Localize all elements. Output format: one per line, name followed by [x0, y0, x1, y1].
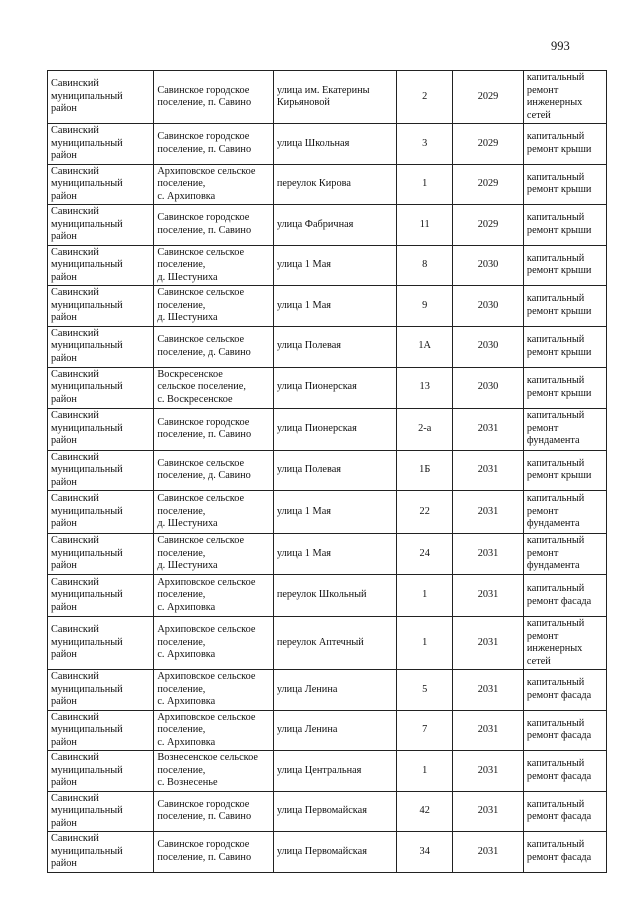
- district-cell-text: Савинский муниципальный район: [51, 125, 123, 161]
- year-cell: [453, 124, 524, 165]
- year-cell-text: 2031: [477, 683, 499, 695]
- repair-schedule-table: [47, 70, 607, 873]
- house-number-cell: [397, 791, 453, 832]
- table-row: [48, 575, 607, 617]
- district-cell-text: Савинский муниципальный район: [51, 493, 123, 530]
- street-cell: [273, 617, 397, 670]
- year-cell: [453, 575, 524, 617]
- district-cell: [48, 124, 154, 165]
- district-cell: [48, 164, 154, 205]
- work-type-cell: [523, 164, 606, 205]
- table-row: [48, 832, 607, 873]
- year-cell-text: 2031: [477, 464, 499, 475]
- street-cell-text: переулок Аптечный: [276, 636, 364, 648]
- year-cell: [453, 326, 524, 367]
- district-cell: [48, 575, 154, 617]
- settlement-cell-text: Савинское сельское поселение, д. Шестуниха: [157, 246, 245, 283]
- work-type-cell: [523, 491, 606, 534]
- district-cell-text: Савинский муниципальный район: [51, 752, 123, 788]
- street-cell-text: улица Первомайская: [276, 805, 367, 816]
- work-type-cell: [523, 124, 606, 165]
- district-cell: [48, 367, 154, 408]
- work-type-cell: [523, 71, 606, 124]
- year-cell-text: 2031: [477, 805, 499, 816]
- settlement-cell-text: Архиповское сельское поселение, с. Архиповка: [157, 671, 256, 707]
- work-type-cell-text: капитальный ремонт крыши: [526, 375, 592, 399]
- settlement-cell-text: Архиповское сельское поселение, с. Архиповка: [157, 624, 256, 661]
- year-cell: [453, 71, 524, 124]
- house-number-cell-text: 9: [422, 299, 428, 311]
- work-type-cell: [523, 710, 606, 751]
- house-number-cell: [397, 124, 453, 165]
- settlement-cell-text: Савинское городское поселение, п. Савино: [157, 131, 252, 155]
- year-cell: [453, 670, 524, 711]
- settlement-cell-text: Савинское городское поселение, п. Савино: [157, 839, 252, 863]
- street-cell: [273, 245, 397, 286]
- work-type-cell: [523, 575, 606, 617]
- house-number-cell: [397, 367, 453, 408]
- house-number-cell: [397, 575, 453, 617]
- house-number-cell: [397, 286, 453, 327]
- house-number-cell-text: 8: [422, 259, 428, 270]
- house-number-cell: [397, 164, 453, 205]
- district-cell-text: Савинский муниципальный район: [51, 410, 123, 447]
- house-number-cell-text: 1: [422, 636, 428, 648]
- street-cell-text: улица Центральная: [276, 764, 362, 776]
- year-cell-text: 2029: [477, 178, 499, 189]
- district-cell: [48, 617, 154, 670]
- street-cell: [273, 832, 397, 873]
- district-cell: [48, 534, 154, 575]
- house-number-cell: [397, 617, 453, 670]
- settlement-cell-text: Савинское сельское поселение, д. Савино: [157, 334, 251, 358]
- settlement-cell: [154, 491, 273, 534]
- table-row: [48, 791, 607, 832]
- district-cell-text: Савинский муниципальный район: [51, 165, 123, 202]
- house-number-cell-text: 2: [422, 90, 428, 102]
- street-cell-text: улица Школьная: [276, 137, 350, 149]
- table-row: [48, 367, 607, 408]
- work-type-cell-text: капитальный ремонт фасада: [526, 677, 592, 701]
- district-cell: [48, 670, 154, 711]
- work-type-cell: [523, 832, 606, 873]
- work-type-cell: [523, 205, 606, 246]
- street-cell: [273, 491, 397, 534]
- district-cell-text: Савинский муниципальный район: [51, 671, 123, 707]
- table-row: [48, 164, 607, 205]
- year-cell: [453, 791, 524, 832]
- district-cell: [48, 286, 154, 327]
- district-cell: [48, 450, 154, 491]
- work-type-cell-text: капитальный ремонт фундамента: [526, 493, 585, 530]
- district-cell: [48, 71, 154, 124]
- settlement-cell: [154, 710, 273, 751]
- house-number-cell: [397, 71, 453, 124]
- settlement-cell-text: Архиповское сельское поселение, с. Архиповка: [157, 711, 256, 748]
- table-row: [48, 71, 607, 124]
- work-type-cell: [523, 286, 606, 327]
- district-cell-text: Савинский муниципальный район: [51, 368, 123, 405]
- street-cell: [273, 205, 397, 246]
- table-row: [48, 326, 607, 367]
- work-type-cell-text: капитальный ремонт фундамента: [526, 535, 585, 572]
- district-cell-text: Савинский муниципальный район: [51, 327, 123, 364]
- street-cell: [273, 124, 397, 165]
- house-number-cell-text: 22: [419, 505, 430, 517]
- street-cell-text: улица 1 Мая: [276, 259, 331, 270]
- year-cell-text: 2031: [477, 724, 499, 735]
- house-number-cell: [397, 326, 453, 367]
- street-cell: [273, 450, 397, 491]
- work-type-cell-text: капитальный ремонт фасада: [526, 717, 592, 742]
- settlement-cell-text: Савинское городское поселение, п. Савино: [157, 416, 252, 440]
- district-cell: [48, 408, 154, 450]
- settlement-cell: [154, 617, 273, 670]
- district-cell-text: Савинский муниципальный район: [51, 792, 123, 829]
- house-number-cell-text: 24: [419, 547, 430, 559]
- street-cell: [273, 534, 397, 575]
- year-cell-text: 2030: [477, 381, 499, 393]
- table-row: [48, 450, 607, 491]
- work-type-cell-text: капитальный ремонт фундамента: [526, 410, 585, 447]
- settlement-cell: [154, 450, 273, 491]
- street-cell-text: улица 1 Мая: [276, 299, 331, 311]
- district-cell-text: Савинский муниципальный район: [51, 287, 123, 323]
- work-type-cell: [523, 534, 606, 575]
- year-cell: [453, 534, 524, 575]
- work-type-cell-text: капитальный ремонт крыши: [526, 334, 592, 358]
- settlement-cell: [154, 164, 273, 205]
- year-cell: [453, 751, 524, 792]
- work-type-cell-text: капитальный ремонт фасада: [526, 583, 592, 607]
- table-row: [48, 205, 607, 246]
- street-cell: [273, 575, 397, 617]
- table-row: [48, 124, 607, 165]
- street-cell-text: улица Пионерская: [276, 422, 357, 434]
- house-number-cell-text: 1А: [418, 340, 431, 352]
- year-cell-text: 2030: [477, 340, 499, 352]
- house-number-cell-text: 5: [422, 683, 428, 695]
- table-row: [48, 534, 607, 575]
- district-cell: [48, 245, 154, 286]
- settlement-cell: [154, 575, 273, 617]
- work-type-cell: [523, 617, 606, 670]
- house-number-cell-text: 7: [422, 724, 428, 735]
- settlement-cell: [154, 367, 273, 408]
- work-type-cell-text: капитальный ремонт инженерных сетей: [526, 72, 585, 121]
- year-cell-text: 2031: [477, 505, 499, 517]
- street-cell-text: улица Первомайская: [276, 845, 367, 857]
- year-cell-text: 2031: [477, 547, 499, 559]
- table-body: [48, 71, 607, 873]
- street-cell-text: улица им. Екатерины Кирьяновой: [276, 84, 370, 108]
- street-cell: [273, 710, 397, 751]
- settlement-cell: [154, 326, 273, 367]
- settlement-cell: [154, 751, 273, 792]
- house-number-cell-text: 11: [419, 218, 430, 230]
- settlement-cell-text: Воскресенское сельское поселение, с. Воскресенское: [157, 368, 246, 405]
- year-cell: [453, 491, 524, 534]
- work-type-cell-text: капитальный ремонт крыши: [526, 457, 592, 482]
- district-cell-text: Савинский муниципальный район: [51, 78, 123, 115]
- year-cell: [453, 617, 524, 670]
- year-cell-text: 2031: [477, 422, 499, 434]
- settlement-cell-text: Савинское сельское поселение, д. Шестуниха: [157, 535, 245, 572]
- district-cell: [48, 491, 154, 534]
- year-cell: [453, 367, 524, 408]
- house-number-cell: [397, 450, 453, 491]
- work-type-cell: [523, 751, 606, 792]
- work-type-cell: [523, 326, 606, 367]
- year-cell-text: 2029: [477, 137, 499, 149]
- work-type-cell-text: капитальный ремонт крыши: [526, 293, 592, 317]
- house-number-cell: [397, 751, 453, 792]
- house-number-cell: [397, 245, 453, 286]
- work-type-cell-text: капитальный ремонт фасада: [526, 758, 592, 782]
- settlement-cell: [154, 832, 273, 873]
- table-row: [48, 617, 607, 670]
- street-cell: [273, 164, 397, 205]
- street-cell: [273, 326, 397, 367]
- house-number-cell: [397, 710, 453, 751]
- district-cell-text: Савинский муниципальный район: [51, 576, 123, 613]
- street-cell: [273, 286, 397, 327]
- district-cell: [48, 205, 154, 246]
- district-cell: [48, 832, 154, 873]
- settlement-cell-text: Савинское сельское поселение, д. Шестуниха: [157, 493, 245, 530]
- district-cell-text: Савинский муниципальный район: [51, 624, 123, 661]
- year-cell: [453, 205, 524, 246]
- house-number-cell: [397, 670, 453, 711]
- year-cell: [453, 408, 524, 450]
- work-type-cell: [523, 450, 606, 491]
- settlement-cell-text: Архиповское сельское поселение, с. Архиповка: [157, 576, 256, 613]
- year-cell-text: 2031: [477, 764, 499, 776]
- settlement-cell: [154, 71, 273, 124]
- settlement-cell: [154, 408, 273, 450]
- work-type-cell: [523, 367, 606, 408]
- year-cell: [453, 710, 524, 751]
- district-cell: [48, 710, 154, 751]
- street-cell-text: переулок Школьный: [276, 589, 367, 601]
- district-cell-text: Савинский муниципальный район: [51, 451, 123, 488]
- year-cell-text: 2031: [477, 636, 499, 648]
- street-cell-text: улица Пионерская: [276, 381, 357, 393]
- work-type-cell-text: капитальный ремонт фасада: [526, 839, 592, 863]
- table-row: [48, 286, 607, 327]
- year-cell: [453, 450, 524, 491]
- settlement-cell-text: Савинское сельское поселение, д. Савино: [157, 457, 251, 482]
- district-cell-text: Савинский муниципальный район: [51, 535, 123, 572]
- settlement-cell-text: Савинское городское поселение, п. Савино: [157, 798, 252, 823]
- street-cell: [273, 670, 397, 711]
- settlement-cell: [154, 791, 273, 832]
- district-cell-text: Савинский муниципальный район: [51, 246, 123, 283]
- street-cell-text: улица Полевая: [276, 340, 342, 352]
- house-number-cell-text: 1: [422, 589, 428, 601]
- work-type-cell: [523, 670, 606, 711]
- settlement-cell: [154, 534, 273, 575]
- work-type-cell-text: капитальный ремонт крыши: [526, 212, 592, 236]
- year-cell-text: 2029: [477, 90, 499, 102]
- house-number-cell-text: 13: [419, 381, 430, 393]
- district-cell-text: Савинский муниципальный район: [51, 711, 123, 748]
- district-cell: [48, 791, 154, 832]
- street-cell: [273, 791, 397, 832]
- house-number-cell: [397, 408, 453, 450]
- street-cell-text: улица Полевая: [276, 464, 342, 475]
- house-number-cell-text: 3: [422, 137, 428, 149]
- house-number-cell-text: 1Б: [419, 464, 431, 475]
- settlement-cell: [154, 124, 273, 165]
- work-type-cell: [523, 791, 606, 832]
- house-number-cell: [397, 832, 453, 873]
- district-cell: [48, 751, 154, 792]
- page-number: 993: [551, 39, 570, 53]
- house-number-cell-text: 1: [422, 764, 428, 776]
- year-cell-text: 2029: [477, 218, 499, 230]
- street-cell: [273, 751, 397, 792]
- year-cell: [453, 832, 524, 873]
- year-cell-text: 2031: [477, 845, 499, 857]
- settlement-cell: [154, 245, 273, 286]
- year-cell-text: 2030: [477, 299, 499, 311]
- table-row: [48, 408, 607, 450]
- work-type-cell: [523, 408, 606, 450]
- settlement-cell: [154, 205, 273, 246]
- table-row: [48, 245, 607, 286]
- street-cell-text: улица Ленина: [276, 724, 338, 735]
- district-cell-text: Савинский муниципальный район: [51, 206, 123, 242]
- table-row: [48, 491, 607, 534]
- street-cell: [273, 367, 397, 408]
- house-number-cell-text: 2-а: [418, 422, 432, 434]
- house-number-cell-text: 34: [419, 845, 430, 857]
- street-cell: [273, 408, 397, 450]
- house-number-cell: [397, 205, 453, 246]
- house-number-cell: [397, 534, 453, 575]
- street-cell-text: улица 1 Мая: [276, 547, 331, 559]
- house-number-cell-text: 1: [422, 178, 428, 189]
- house-number-cell: [397, 491, 453, 534]
- street-cell: [273, 71, 397, 124]
- work-type-cell: [523, 245, 606, 286]
- street-cell-text: переулок Кирова: [276, 178, 351, 189]
- work-type-cell-text: капитальный ремонт инженерных сетей: [526, 618, 585, 667]
- work-type-cell-text: капитальный ремонт крыши: [526, 131, 592, 155]
- settlement-cell-text: Архиповское сельское поселение, с. Архиповка: [157, 165, 256, 202]
- year-cell-text: 2030: [477, 259, 499, 270]
- work-type-cell-text: капитальный ремонт фасада: [526, 798, 592, 823]
- settlement-cell: [154, 286, 273, 327]
- settlement-cell: [154, 670, 273, 711]
- table-row: [48, 670, 607, 711]
- year-cell: [453, 245, 524, 286]
- settlement-cell-text: Вознесенское сельское поселение, с. Вознесенье: [157, 752, 258, 788]
- street-cell-text: улица Фабричная: [276, 218, 354, 230]
- settlement-cell-text: Савинское сельское поселение, д. Шестуниха: [157, 287, 245, 323]
- work-type-cell-text: капитальный ремонт крыши: [526, 252, 592, 277]
- settlement-cell-text: Савинское городское поселение, п. Савино: [157, 212, 252, 236]
- work-type-cell-text: капитальный ремонт крыши: [526, 171, 592, 196]
- year-cell: [453, 164, 524, 205]
- year-cell: [453, 286, 524, 327]
- street-cell-text: улица 1 Мая: [276, 505, 331, 517]
- settlement-cell-text: Савинское городское поселение, п. Савино: [157, 84, 252, 108]
- table-row: [48, 710, 607, 751]
- district-cell: [48, 326, 154, 367]
- district-cell-text: Савинский муниципальный район: [51, 833, 123, 869]
- table-row: [48, 751, 607, 792]
- street-cell-text: улица Ленина: [276, 683, 338, 695]
- house-number-cell-text: 42: [419, 805, 430, 816]
- year-cell-text: 2031: [477, 589, 499, 601]
